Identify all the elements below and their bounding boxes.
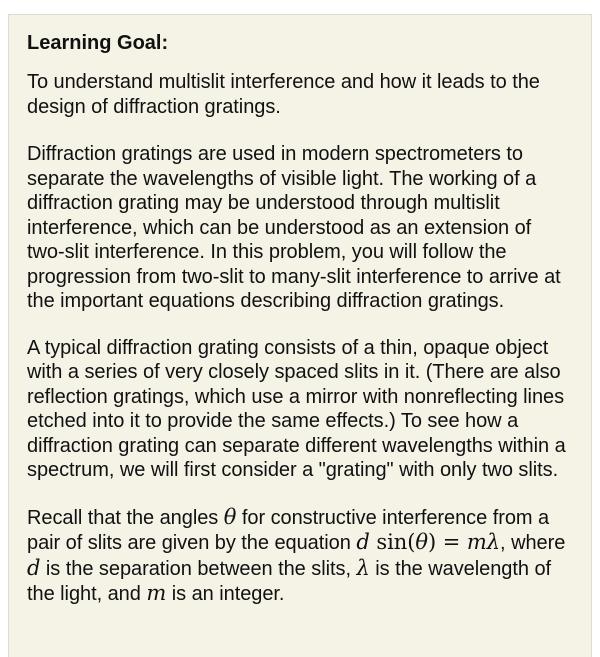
d-symbol: d <box>27 555 41 580</box>
equation-d: d <box>356 530 370 554</box>
learning-goal-panel <box>8 14 592 657</box>
m-symbol: m <box>146 581 167 605</box>
intro-paragraph: Diffraction gratings are used in modern spectrometers to separate the wavelengths of visible light. The working of a diffraction grating may be understood through multislit interference, which can be understood as an extension of two-slit interference. In this problem, you will follow the progression from two-slit to many-slit interference to arrive at the important equations describing diffraction gratings. <box>27 143 561 312</box>
text-segment: where <box>505 532 566 554</box>
equation-theta: θ <box>415 530 428 554</box>
text-segment: is the wavelength of the light, and <box>27 557 552 605</box>
lambda-symbol: λ <box>356 555 370 580</box>
theta-symbol: θ <box>223 504 237 529</box>
constructive-interference-paragraph <box>27 505 573 607</box>
text-segment: for constructive interference from a pair of slits are given by the equation <box>27 506 550 554</box>
text-segment: is an integer. <box>166 583 285 605</box>
equation-equals: ) = <box>427 530 467 554</box>
equation-sin: sin( <box>369 530 416 554</box>
equation-lambda: λ <box>486 530 501 554</box>
equation-m: m <box>466 530 487 554</box>
learning-goal-text: To understand multislit interference and how it leads to the design of diffraction gratings. <box>27 71 540 118</box>
text-segment: , <box>500 532 506 554</box>
interference-equation <box>356 530 500 554</box>
text-segment: Recall that the angles <box>27 506 224 529</box>
learning-goal-heading: Learning Goal: <box>27 32 169 54</box>
grating-description-paragraph: A typical diffraction grating consists of a thin, opaque object with a series of very closely spaced slits in it. (There are also reflection gratings, which use a mirror with nonreflecting lines etched into it to provide the same effects.) To see how a diffraction grating can separate different wavelengths within a spectrum, we will first consider a "grating" with only two slits. <box>27 336 566 481</box>
text-segment: is the separation between the slits, <box>40 557 357 580</box>
